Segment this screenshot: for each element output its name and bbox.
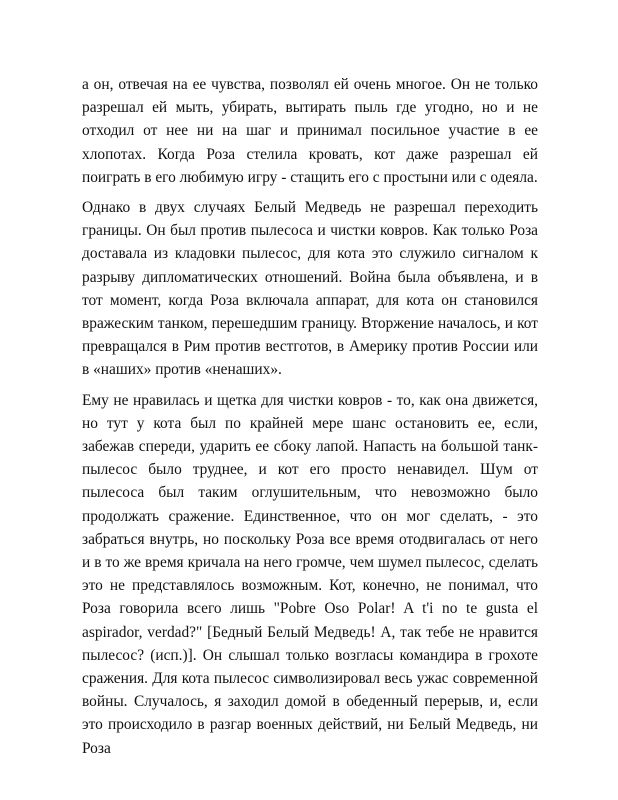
body-text (82, 73, 538, 760)
paragraph-2: Однако в двух случаях Белый Медведь не разрешал переходить границы. Он был против пылесоса и чистки ковров. Как только Роза доставала из кладовки пылесос, для кота это служило сигналом к разрыву дипломатических отношений. Война была объявлена, и в тот момент, когда Роза включала аппарат, для кота он становился вражеским танком, перешедшим границу. Вторжение началось, и кот превращался в Рим против вестготов, в Америку против России или в «наших» против «ненаших». (82, 199, 538, 379)
paragraph-1: а он, отвечая на ее чувства, позволял ей очень многое. Он не только разрешал ей мыть, убирать, вытирать пыль где угодно, но и не отходил от нее ни на шаг и принимал посильное участие в ее хлопотах. Когда Роза стелила кровать, кот даже разрешал ей поиграть в его любимую игру - стащить его с простыни или с одеяла. (82, 76, 538, 186)
paragraph-3: Ему не нравилась и щетка для чистки ковров - то, как она движется, но тут у кота был по крайней мере шанс остановить ее, если, забежав спереди, ударить ее сбоку лапой. Напасть на большой танк-пылесос было труднее, и кот его просто ненавидел. Шум от пылесоса был таким оглушительным, что невозможно было продолжать сражение. Единственное, что он мог сделать, - это забраться внутрь, но поскольку Роза все время отодвигалась от него и в то же время кричала на него громче, чем шумел пылесос, сделать это не представлялось возможным. Кот, конечно, не понимал, что Роза говорила всего лишь "Pobre Oso Polar! A t'i no te gusta el aspirador, verdad?" [Бедный Белый Медведь! А, так тебе не нравится пылесос? (исп.)]. Он слышал только возгласы командира в грохоте сражения. Для кота пылесос символизировал весь ужас современной войны. Случалось, я заходил домой в обеденный перерыв, и, если это происходило в разгар военных действий, ни Белый Медведь, ни Роза (82, 391, 538, 757)
